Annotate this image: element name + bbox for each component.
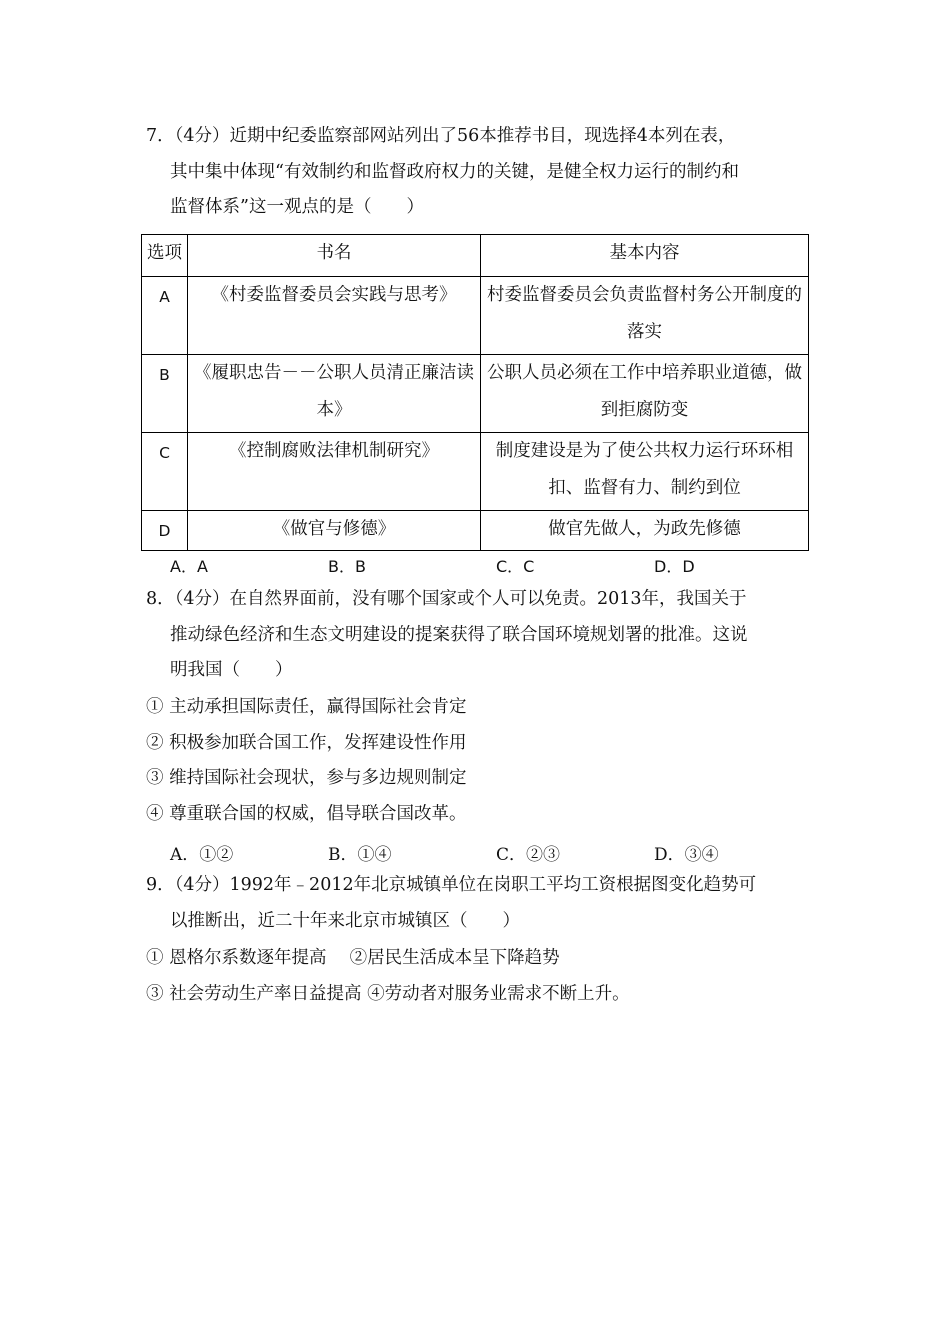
question-9-statement: ① 恩格尔系数逐年提高 ②居民生活成本呈下降趋势 <box>146 948 560 968</box>
question-8-statement: ② 积极参加联合国工作，发挥建设性作用 <box>146 733 467 753</box>
row-option: D <box>142 511 188 551</box>
option-c[interactable]: C．②③ <box>496 845 561 865</box>
row-content: 制度建设是为了使公共权力运行环环相扣、监督有力、制约到位 <box>481 433 809 511</box>
table-row <box>142 277 809 355</box>
question-8-line: 明我国（ ） <box>170 660 293 680</box>
option-a[interactable]: A．A <box>170 557 208 576</box>
question-7-line: 7．（4分）近期中纪委监察部网站列出了56本推荐书目，现选择4本列在表， <box>146 126 736 146</box>
question-7-line: 监督体系”这一观点的是（ ） <box>170 197 424 217</box>
row-option: C <box>142 433 188 511</box>
header-option: 选项 <box>142 235 188 277</box>
option-a[interactable]: A．①② <box>170 845 234 865</box>
question-8-statement: ③ 维持国际社会现状，参与多边规则制定 <box>146 768 467 788</box>
row-book-title: 《做官与修德》 <box>188 511 481 551</box>
question-8-stem <box>146 582 816 689</box>
table-row <box>142 433 809 511</box>
table-row <box>142 355 809 433</box>
book-table <box>141 234 809 551</box>
question-8-statement: ① 主动承担国际责任，赢得国际社会肯定 <box>146 697 467 717</box>
question-9-statement: ③ 社会劳动生产率日益提高 ④劳动者对服务业需求不断上升。 <box>146 984 630 1004</box>
option-c[interactable]: C．C <box>496 557 535 576</box>
row-book-title: 《村委监督委员会实践与思考》 <box>188 277 481 355</box>
option-b[interactable]: B．B <box>328 557 366 576</box>
row-book-title: 《控制腐败法律机制研究》 <box>188 433 481 511</box>
option-d[interactable]: D．③④ <box>654 845 719 865</box>
row-content: 公职人员必须在工作中培养职业道德，做到拒腐防变 <box>481 355 809 433</box>
question-9-line: 9．（4分）1992年﹣2012年北京城镇单位在岗职工平均工资根据图变化趋势可 <box>146 875 757 895</box>
row-book-title: 《履职忠告－－公职人员清正廉洁读本》 <box>188 355 481 433</box>
table-row <box>142 511 809 551</box>
option-d[interactable]: D．D <box>654 557 695 576</box>
header-content: 基本内容 <box>481 235 809 277</box>
header-book-title: 书名 <box>188 235 481 277</box>
question-9-stem <box>146 868 816 939</box>
question-9-line: 以推断出，近二十年来北京市城镇区（ ） <box>170 910 520 931</box>
row-content: 做官先做人，为政先修德 <box>481 511 809 551</box>
table-header-row <box>142 235 809 277</box>
question-8-statement: ④ 尊重联合国的权威，倡导联合国改革。 <box>146 804 467 824</box>
question-8-line: 8．（4分）在自然界面前，没有哪个国家或个人可以免责。2013年，我国关于 <box>146 589 747 609</box>
row-option: B <box>142 355 188 433</box>
row-content: 村委监督委员会负责监督村务公开制度的落实 <box>481 277 809 355</box>
option-b[interactable]: B．①④ <box>328 845 392 865</box>
question-7-stem <box>146 119 816 226</box>
row-option: A <box>142 277 188 355</box>
question-7-line: 其中集中体现“有效制约和监督政府权力的关键，是健全权力运行的制约和 <box>170 161 739 182</box>
question-8-line: 推动绿色经济和生态文明建设的提案获得了联合国环境规划署的批准。这说 <box>170 624 748 645</box>
